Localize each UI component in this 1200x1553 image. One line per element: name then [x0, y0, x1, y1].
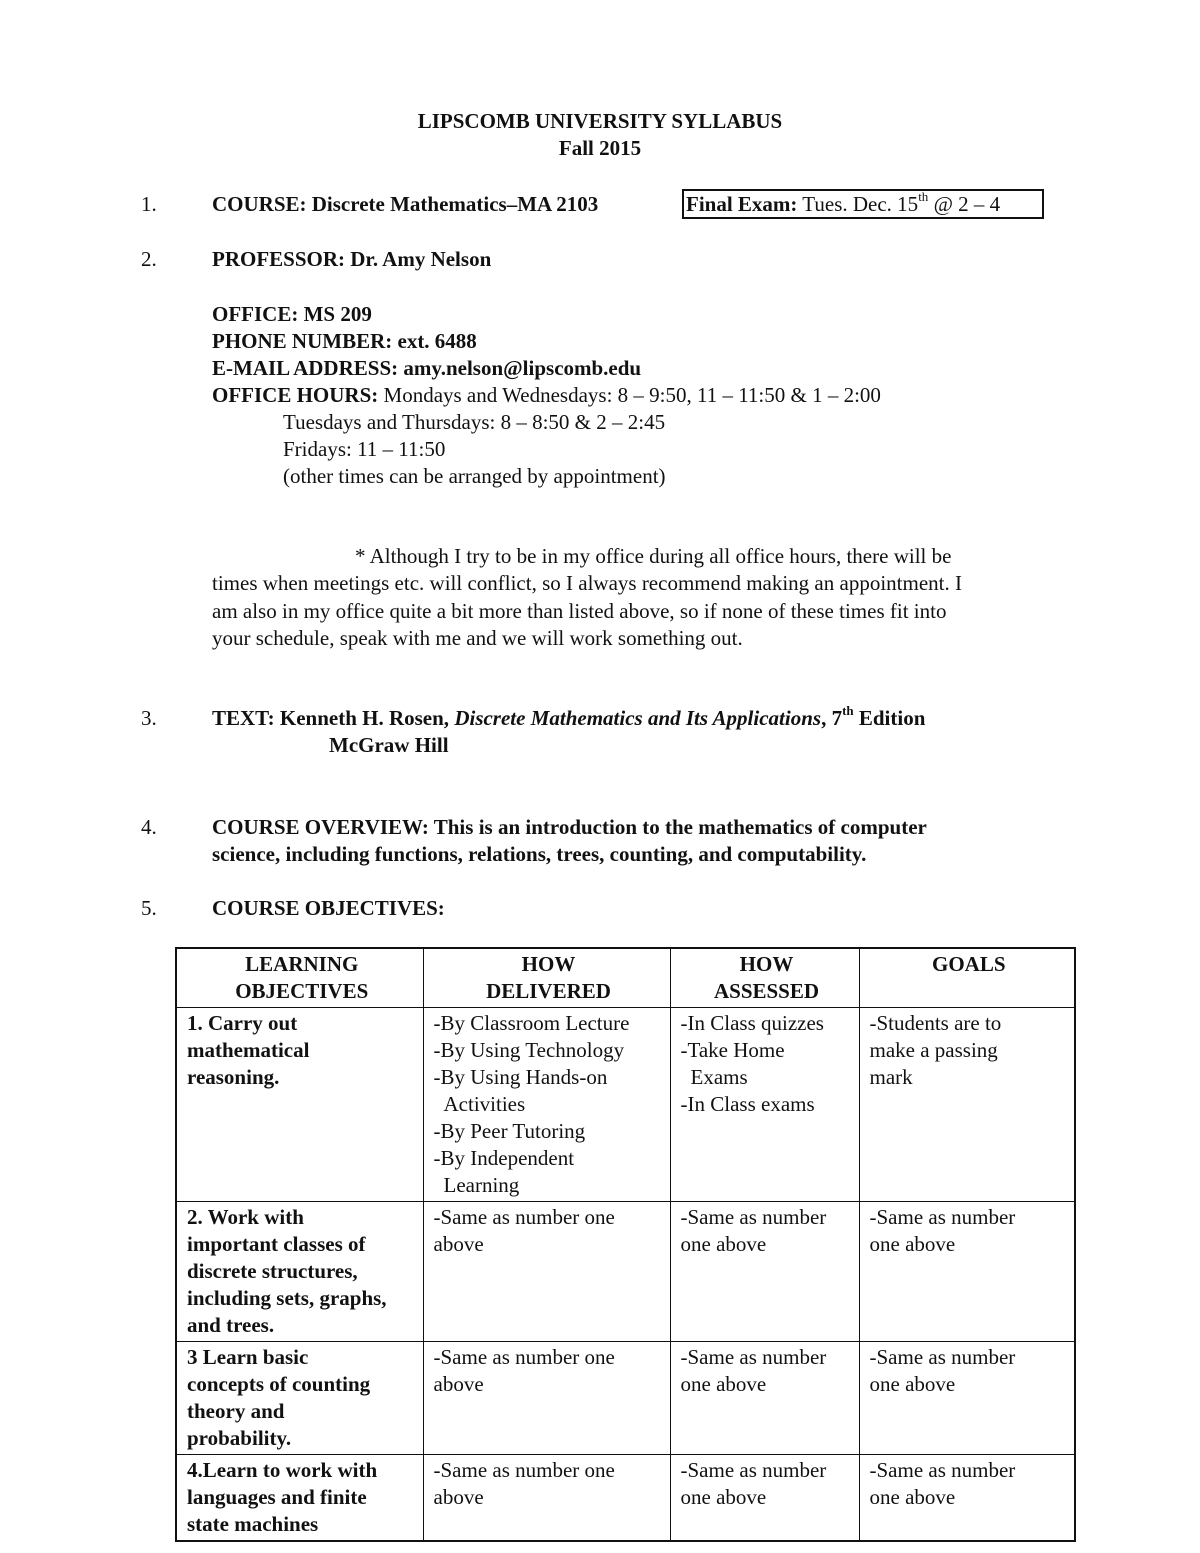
item-number-1: 1. — [141, 192, 157, 216]
goals-cell — [859, 1008, 1075, 1202]
table-row — [176, 1342, 1075, 1455]
cell-text: and trees. — [187, 1313, 275, 1337]
document-term: Fall 2015 — [558, 136, 642, 160]
table-row — [176, 1455, 1075, 1542]
objective-cell — [176, 1202, 423, 1342]
cell-text: one above — [869, 1232, 956, 1256]
assessed-cell — [670, 1202, 859, 1342]
email-address: E-MAIL ADDRESS: amy.nelson@lipscomb.edu — [212, 356, 642, 380]
cell-text: -Same as number one — [433, 1345, 615, 1369]
cell-text: 1. Carry out — [187, 1011, 298, 1035]
cell-text: probability. — [187, 1426, 292, 1450]
course-objectives-label: COURSE OBJECTIVES: — [212, 896, 445, 920]
office-hours-label: OFFICE HOURS: — [212, 383, 379, 407]
table-row — [176, 1008, 1075, 1202]
cell-text: -Same as number — [680, 1345, 827, 1369]
header-text: HOW — [521, 952, 576, 976]
item-number-2: 2. — [141, 247, 157, 271]
header-text: DELIVERED — [486, 979, 611, 1003]
cell-text: concepts of counting — [187, 1372, 371, 1396]
cell-text: one above — [680, 1232, 767, 1256]
textbook-publisher: McGraw Hill — [329, 733, 449, 757]
header-text: OBJECTIVES — [235, 979, 369, 1003]
table-header-row — [176, 948, 1075, 1008]
final-exam-date-suffix: th — [918, 189, 929, 204]
cell-text: 2. Work with — [187, 1205, 304, 1229]
assessed-cell — [670, 1008, 859, 1202]
cell-text: 4.Learn to work with — [187, 1458, 378, 1482]
objective-cell — [176, 1342, 423, 1455]
delivered-cell — [423, 1455, 670, 1542]
cell-text: including sets, graphs, — [187, 1286, 387, 1310]
office-hours-fri: Fridays: 11 – 11:50 — [283, 437, 446, 461]
header-text: LEARNING — [245, 952, 359, 976]
delivered-cell — [423, 1008, 670, 1202]
objective-cell — [176, 1455, 423, 1542]
header-how-assessed — [670, 948, 859, 1008]
availability-note-line-1: * Although I try to be in my office during all office hours, there will be — [355, 544, 952, 568]
header-how-delivered — [423, 948, 670, 1008]
cell-text: -Same as number — [869, 1345, 1016, 1369]
cell-text: -By Peer Tutoring — [433, 1119, 586, 1143]
cell-text: -Same as number one — [433, 1458, 615, 1482]
cell-text: mark — [869, 1065, 913, 1089]
assessed-cell — [670, 1342, 859, 1455]
cell-text: above — [433, 1372, 484, 1396]
office-hours-note: (other times can be arranged by appointment) — [283, 464, 666, 488]
office-hours — [212, 382, 881, 409]
course-label: COURSE: Discrete Mathematics–MA 2103 — [212, 192, 599, 216]
cell-text: -Take Home — [680, 1038, 785, 1062]
course-overview-line-1: COURSE OVERVIEW: This is an introduction to the mathematics of computer — [212, 815, 927, 839]
cell-text: Exams — [690, 1065, 748, 1089]
header-text: HOW — [739, 952, 794, 976]
cell-text: reasoning. — [187, 1065, 280, 1089]
availability-note-line-3: am also in my office quite a bit more than listed above, so if none of these times fit into — [212, 599, 947, 623]
cell-text: -Same as number — [869, 1458, 1016, 1482]
textbook — [212, 705, 925, 732]
cell-text: one above — [869, 1372, 956, 1396]
header-text: ASSESSED — [713, 979, 820, 1003]
cell-text: -By Independent — [433, 1146, 575, 1170]
cell-text: Activities — [443, 1092, 526, 1116]
cell-text: -By Classroom Lecture — [433, 1011, 630, 1035]
office-hours-mw: Mondays and Wednesdays: 8 – 9:50, 11 – 11:50 & 1 – 2:00 — [383, 383, 881, 407]
cell-text: one above — [869, 1485, 956, 1509]
phone-number: PHONE NUMBER: ext. 6488 — [212, 329, 477, 353]
cell-text: one above — [680, 1485, 767, 1509]
cell-text: above — [433, 1485, 484, 1509]
table-row — [176, 1202, 1075, 1342]
office-location: OFFICE: MS 209 — [212, 302, 372, 326]
cell-text: -In Class quizzes — [680, 1011, 824, 1035]
textbook-edition-suffix: th — [842, 703, 854, 718]
final-exam-date: Tues. Dec. 15 — [802, 192, 919, 216]
header-goals — [859, 948, 1075, 1008]
cell-text: -By Using Hands-on — [433, 1065, 608, 1089]
item-number-3: 3. — [141, 706, 157, 730]
document-title: LIPSCOMB UNIVERSITY SYLLABUS — [417, 109, 783, 133]
cell-text: discrete structures, — [187, 1259, 358, 1283]
cell-text: theory and — [187, 1399, 285, 1423]
textbook-edition: Edition — [853, 706, 926, 730]
office-hours-tth: Tuesdays and Thursdays: 8 – 8:50 & 2 – 2:45 — [283, 410, 666, 434]
header-text: GOALS — [931, 952, 1006, 976]
delivered-cell — [423, 1342, 670, 1455]
cell-text: mathematical — [187, 1038, 310, 1062]
cell-text: make a passing — [869, 1038, 998, 1062]
final-exam-box — [682, 189, 1044, 219]
goals-cell — [859, 1455, 1075, 1542]
goals-cell — [859, 1342, 1075, 1455]
availability-note-line-4: your schedule, speak with me and we will work something out. — [212, 626, 743, 650]
cell-text: -Same as number — [680, 1458, 827, 1482]
course-overview-line-2: science, including functions, relations, trees, counting, and computability. — [212, 842, 867, 866]
goals-cell — [859, 1202, 1075, 1342]
cell-text: languages and finite — [187, 1485, 367, 1509]
cell-text: -In Class exams — [680, 1092, 815, 1116]
textbook-edition-num: , 7 — [821, 706, 843, 730]
item-number-5: 5. — [141, 896, 157, 920]
cell-text: 3 Learn basic — [187, 1345, 309, 1369]
cell-text: -Students are to — [869, 1011, 1002, 1035]
cell-text: -By Using Technology — [433, 1038, 625, 1062]
cell-text: Learning — [443, 1173, 520, 1197]
delivered-cell — [423, 1202, 670, 1342]
cell-text: important classes of — [187, 1232, 366, 1256]
cell-text: above — [433, 1232, 484, 1256]
cell-text: one above — [680, 1372, 767, 1396]
textbook-title: Discrete Mathematics and Its Applications — [454, 706, 822, 730]
header-learning-objectives — [176, 948, 423, 1008]
item-number-4: 4. — [141, 815, 157, 839]
professor-name: PROFESSOR: Dr. Amy Nelson — [212, 247, 492, 271]
objective-cell — [176, 1008, 423, 1202]
cell-text: state machines — [187, 1512, 319, 1536]
assessed-cell — [670, 1455, 859, 1542]
objectives-table — [175, 947, 1076, 1542]
final-exam-time: @ 2 – 4 — [933, 192, 1001, 216]
availability-note-line-2: times when meetings etc. will conflict, so I always recommend making an appointment. I — [212, 571, 962, 595]
cell-text: -Same as number one — [433, 1205, 615, 1229]
textbook-prefix: TEXT: Kenneth H. Rosen, — [212, 706, 455, 730]
final-exam-label: Final Exam: — [686, 192, 798, 216]
cell-text: -Same as number — [869, 1205, 1016, 1229]
cell-text: -Same as number — [680, 1205, 827, 1229]
